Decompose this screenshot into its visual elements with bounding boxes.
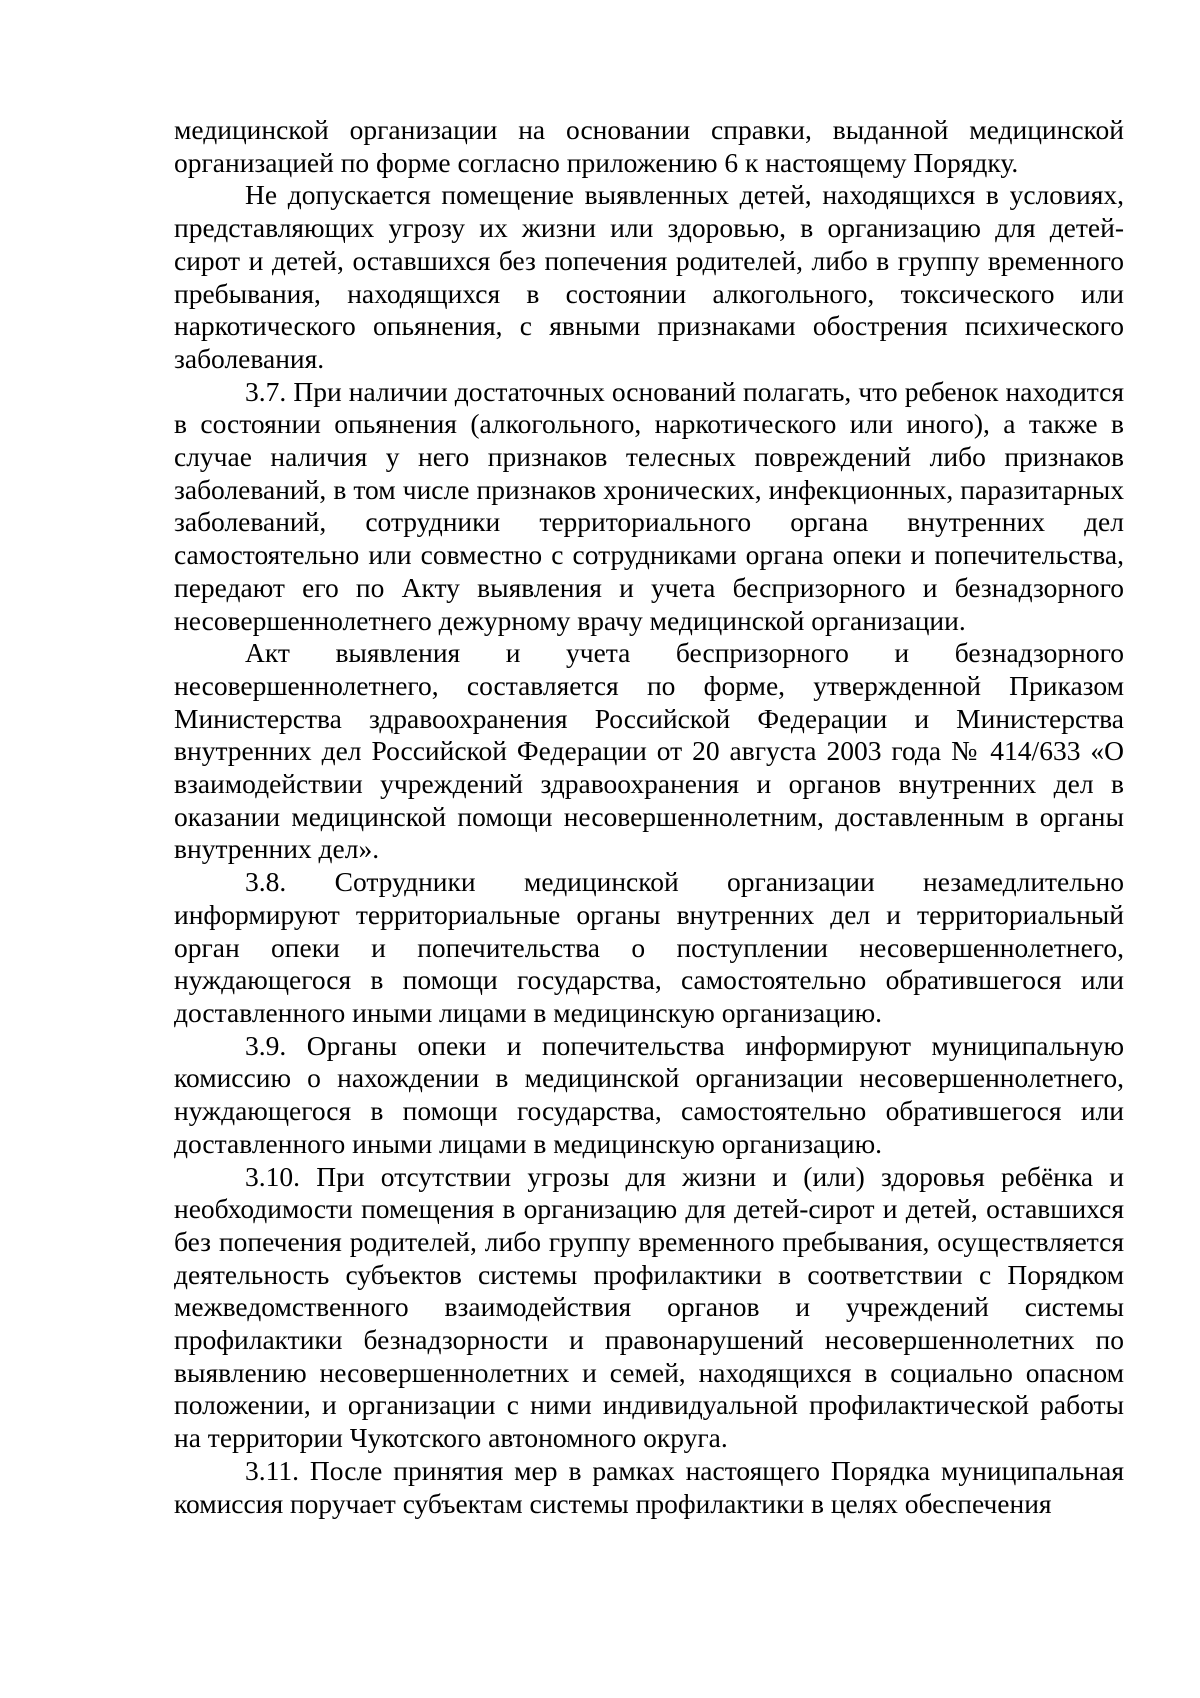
paragraph-3-8: 3.8. Сотрудники медицинской организации незамедлительно информируют территориальные органы внутренних дел и территориальный орган опеки и попечительства о поступлении несовершеннолетнего, нуждающегося в помощи государства, самостоятельно обратившегося или доставленного иными лицами в медицинскую организацию. bbox=[174, 866, 1124, 1028]
paragraph-3-10: 3.10. При отсутствии угрозы для жизни и (или) здоровья ребёнка и необходимости помещения в организацию для детей-сирот и детей, оставшихся без попечения родителей, либо группу временного пребывания, осуществляется деятельность субъектов системы профилактики в соответствии с Порядком межведомственного взаимодействия органов и учреждений системы профилактики безнадзорности и правонарушений несовершеннолетних по выявлению несовершеннолетних и семей, находящихся в социально опасном положении, и организации с ними индивидуальной профилактической работы на территории Чукотского автономного округа. bbox=[174, 1160, 1124, 1454]
paragraph-placement-restriction: Не допускается помещение выявленных детей, находящихся в условиях, представляющих угрозу их жизни или здоровью, в организацию для детей-сирот и детей, оставшихся без попечения родителей, либо в группу временного пребывания, находящихся в состоянии алкогольного, токсического или наркотического опьянения, с явными признаками обострения психического заболевания. bbox=[174, 179, 1124, 374]
document-page bbox=[174, 114, 1124, 1520]
paragraph-3-11: 3.11. После принятия мер в рамках настоящего Порядка муниципальная комиссия поручает субъектам системы профилактики в целях обеспечения bbox=[174, 1454, 1124, 1519]
paragraph-3-9: 3.9. Органы опеки и попечительства информируют муниципальную комиссию о нахождении в медицинской организации несовершеннолетнего, нуждающегося в помощи государства, самостоятельно обратившегося или доставленного иными лицами в медицинскую организацию. bbox=[174, 1029, 1124, 1159]
paragraph-act-form: Акт выявления и учета беспризорного и безнадзорного несовершеннолетнего, составляется по форме, утвержденной Приказом Министерства здравоохранения Российской Федерации и Министерства внутренних дел Российской Федерации от 20 августа 2003 года № 414/633 «О взаимодействии учреждений здравоохранения и органов внутренних дел в оказании медицинской помощи несовершеннолетним, доставленным в органы внутренних дел». bbox=[174, 637, 1124, 865]
paragraph-continuation: медицинской организации на основании справки, выданной медицинской организацией по форме согласно приложению 6 к настоящему Порядку. bbox=[174, 114, 1124, 178]
paragraph-3-7: 3.7. При наличии достаточных оснований полагать, что ребенок находится в состоянии опьянения (алкогольного, наркотического или иного), а также в случае наличия у него признаков телесных повреждений либо признаков заболеваний, в том числе признаков хронических, инфекционных, паразитарных заболеваний, сотрудники территориального органа внутренних дел самостоятельно или совместно с сотрудниками органа опеки и попечительства, передают его по Акту выявления и учета беспризорного и безнадзорного несовершеннолетнего дежурному врачу медицинской организации. bbox=[174, 375, 1124, 636]
